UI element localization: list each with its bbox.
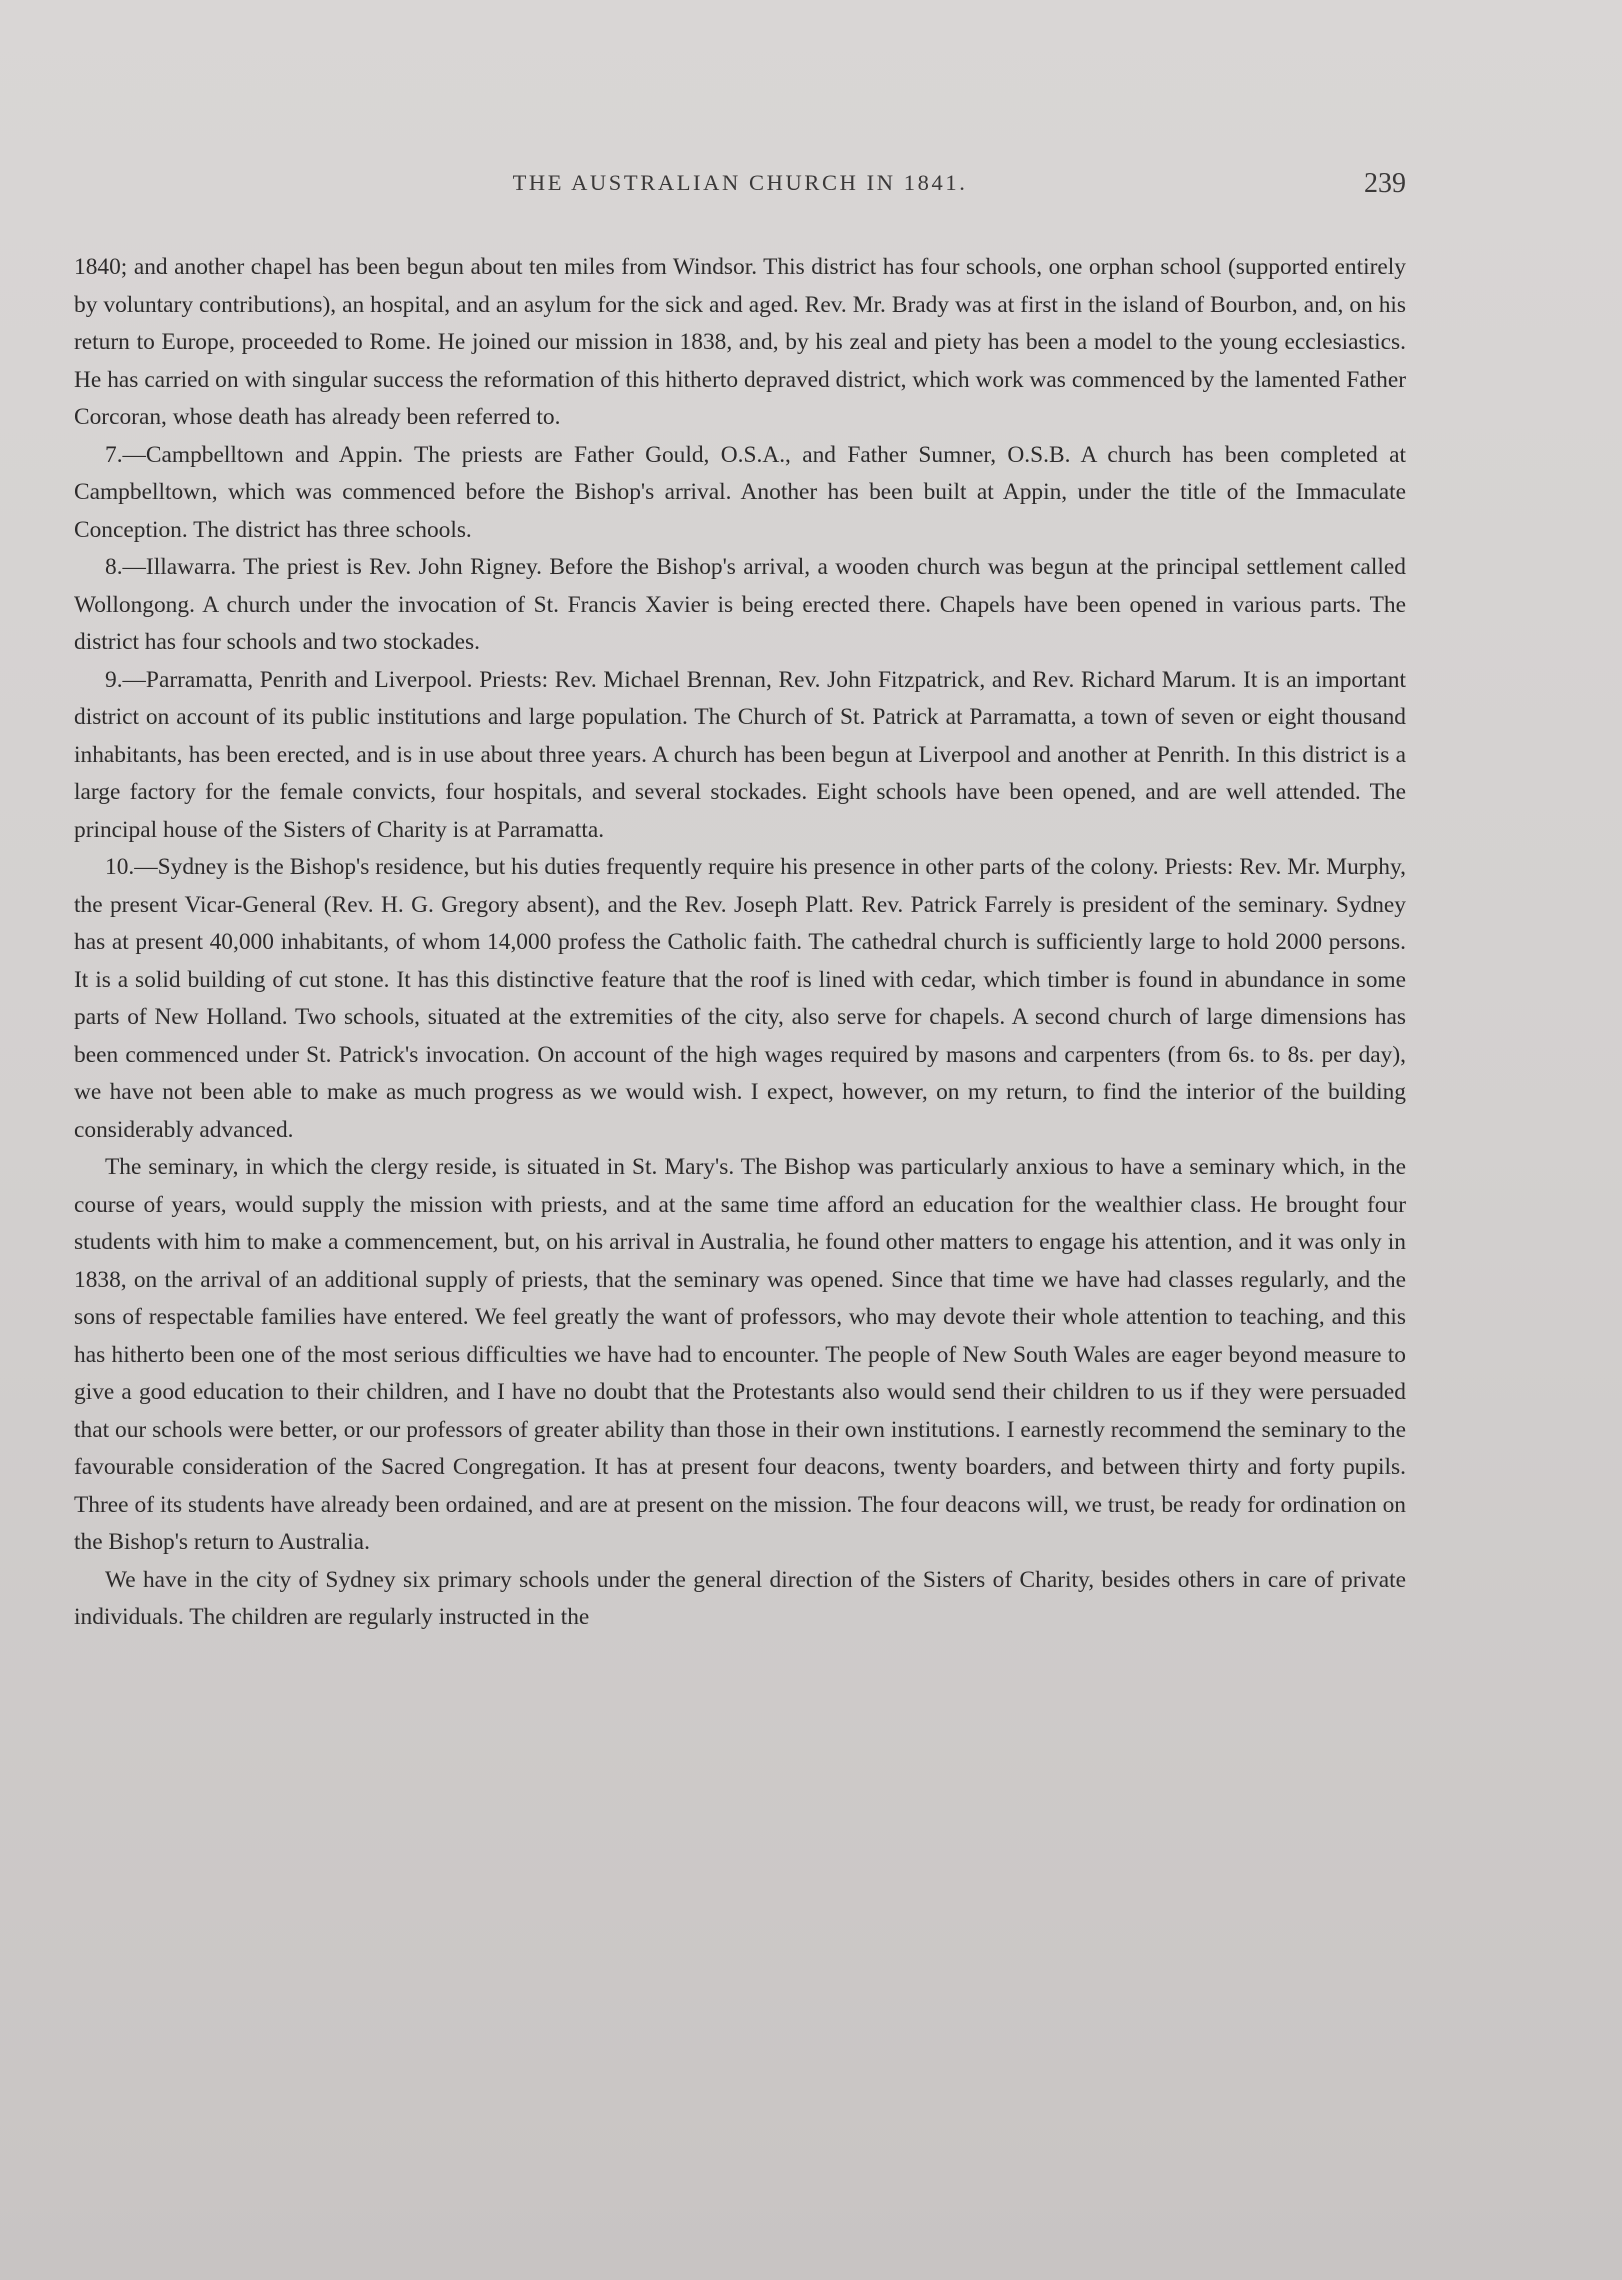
paragraph-windsor-continuation: 1840; and another chapel has been begun about ten miles from Windsor. This district has four schools, one orphan school (supported entirely by voluntary contributions), an hospital, and an asylum for the sick and aged. Rev. Mr. Brady was at first in the island of Bourbon, and, on his return to Europe, proceeded to Rome. He joined our mission in 1838, and, by his zeal and piety has been a model to the young ecclesiastics. He has carried on with singular success the reformation of this hitherto depraved district, which work was commenced by the lamented Father Corcoran, whose death has already been referred to. [74,254,1406,430]
paragraph-sydney: 10.—Sydney is the Bishop's residence, but his duties frequently require his presence in other parts of the colony. Priests: Rev. Mr. Murphy, the present Vicar-General (Rev. H. G. Gregory absent), and the Rev. Joseph Platt. Rev. Patrick Farrely is president of the seminary. Sydney has at present 40,000 inhabitants, of whom 14,000 profess the Catholic faith. The cathedral church is sufficiently large to hold 2000 persons. It is a solid building of cut stone. It has this distinctive feature that the roof is lined with cedar, which timber is found in abundance in some parts of New Holland. Two schools, situated at the extremities of the city, also serve for chapels. A second church of large dimensions has been commenced under St. Patrick's invocation. On account of the high wages required by masons and carpenters (from 6s. to 8s. per day), we have not been able to make as much progress as we would wish. I expect, however, on my return, to find the interior of the building considerably advanced. [74,854,1406,1143]
paragraph-campbelltown-appin: 7.—Campbelltown and Appin. The priests are Father Gould, O.S.A., and Father Sumner, O.S.B. A church has been completed at Campbelltown, which was commenced before the Bishop's arrival. Another has been built at Appin, under the title of the Immaculate Conception. The district has three schools. [74,441,1406,543]
paragraph-illawarra: 8.—Illawarra. The priest is Rev. John Rigney. Before the Bishop's arrival, a wooden church was begun at the principal settlement called Wollongong. A church under the invocation of St. Francis Xavier is being erected there. Chapels have been opened in various parts. The district has four schools and two stockades. [74,554,1406,655]
paragraph-parramatta: 9.—Parramatta, Penrith and Liverpool. Priests: Rev. Michael Brennan, Rev. John Fitzpatrick, and Rev. Richard Marum. It is an important district on account of its public institutions and large population. The Church of St. Patrick at Parramatta, a town of seven or eight thousand inhabitants, has been erected, and is in use about three years. A church has been begun at Liverpool and another at Penrith. In this district is a large factory for the female convicts, four hospitals, and several stockades. Eight schools have been opened, and are well attended. The principal house of the Sisters of Charity is at Parramatta. [74,666,1406,843]
paragraph-seminary: The seminary, in which the clergy reside, is situated in St. Mary's. The Bishop was particularly anxious to have a seminary which, in the course of years, would supply the mission with priests, and at the same time afford an education for the wealthier class. He brought four students with him to make a commencement, but, on his arrival in Australia, he found other matters to engage his attention, and it was only in 1838, on the arrival of an additional supply of priests, that the seminary was opened. Since that time we have had classes regularly, and the sons of respectable families have entered. We feel greatly the want of professors, who may devote their whole attention to teaching, and this has hitherto been one of the most serious difficulties we have had to encounter. The people of New South Wales are eager beyond measure to give a good education to their children, and I have no doubt that the Protestants also would send their children to us if they were persuaded that our schools were better, or our professors of greater ability than those in their own institutions. I earnestly recommend the seminary to the favourable consideration of the Sacred Congregation. It has at present four deacons, twenty boarders, and between thirty and forty pupils. Three of its students have already been ordained, and are at present on the mission. The four deacons will, we trust, be ready for ordination on the Bishop's return to Australia. [74,1154,1406,1555]
page-number: 239 [1364,168,1406,199]
running-head [74,168,1406,204]
running-title: THE AUSTRALIAN CHURCH IN 1841. [512,170,968,195]
paragraph-primary-schools: We have in the city of Sydney six primary schools under the general direction of the Sisters of Charity, besides others in care of private individuals. The children are regularly instructed in the [74,1566,1406,1630]
body-text [74,249,1406,1637]
